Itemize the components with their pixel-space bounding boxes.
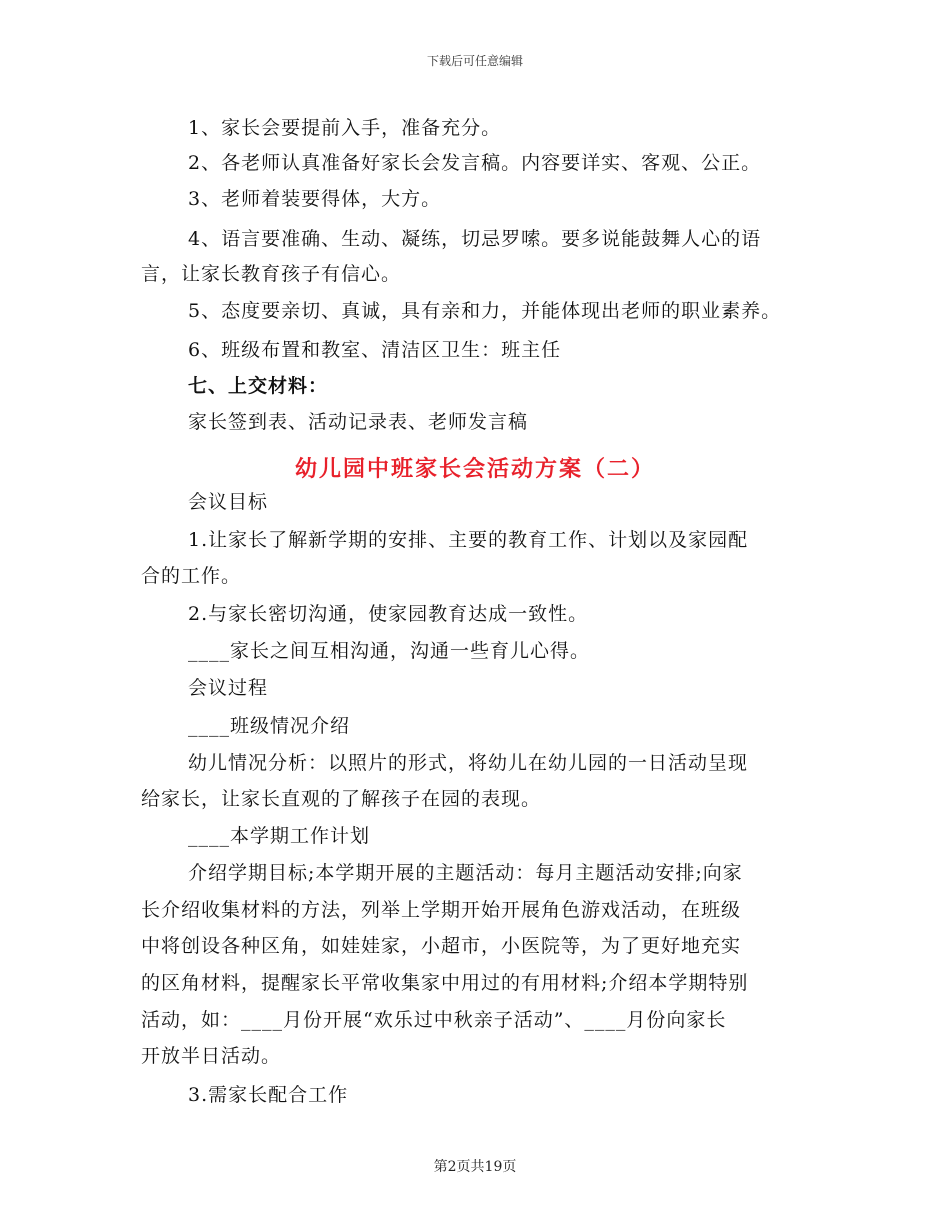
goal-line-1: 1.让家长了解新学期的安排、主要的教育工作、计划以及家园配 bbox=[188, 529, 749, 551]
process-work-plan: ____本学期工作计划 bbox=[188, 825, 371, 847]
plan-paragraph-line-3: 中将创设各种区角，如娃娃家，小超市，小医院等，为了更好地充实 bbox=[141, 935, 742, 957]
rule-line-4: 4、语言要准确、生动、凝练，切忌罗嗦。要多说能鼓舞人心的语 bbox=[188, 228, 762, 250]
plan-paragraph-line-5: 活动，如：____月份开展“欢乐过中秋亲子活动”、____月份向家长 bbox=[141, 1009, 727, 1031]
goal-line-2: 2.与家长密切沟通，使家园教育达成一致性。 bbox=[188, 603, 589, 625]
header-note: 下载后可任意编辑 bbox=[426, 54, 523, 68]
plan-paragraph-line-1: 介绍学期目标;本学期开展的主题活动：每月主题活动安排;向家 bbox=[188, 862, 743, 884]
plan-paragraph-line-6: 开放半日活动。 bbox=[141, 1045, 282, 1067]
rule-line-2: 2、各老师认真准备好家长会发言稿。内容要详实、客观、公正。 bbox=[188, 152, 762, 174]
plan-paragraph-line-4: 的区角材料，提醒家长平常收集家中用过的有用材料;介绍本学期特别 bbox=[141, 972, 749, 994]
page-title: 幼儿园中班家长会活动方案（二） bbox=[294, 456, 655, 482]
page-footer: 第2页共19页 bbox=[433, 1159, 517, 1175]
plan-paragraph-line-2: 长介绍收集材料的方法，列举上学期开始开展角色游戏活动，在班级 bbox=[141, 899, 742, 921]
rule-line-5: 5、态度要亲切、真诚，具有亲和力，并能体现出老师的职业素养。 bbox=[188, 300, 782, 322]
rule-line-3: 3、老师着装要得体，大方。 bbox=[188, 188, 442, 210]
rule-line-4-cont: 言，让家长教育孩子有信心。 bbox=[141, 263, 402, 285]
goal-line-1-cont: 合的工作。 bbox=[141, 565, 242, 587]
meeting-process-heading: 会议过程 bbox=[188, 677, 269, 699]
process-class-intro: ____班级情况介绍 bbox=[188, 715, 351, 737]
goal-line-3: ____家长之间互相沟通，沟通一些育儿心得。 bbox=[188, 640, 591, 662]
process-analysis-cont: 给家长，让家长直观的了解孩子在园的表现。 bbox=[141, 788, 542, 810]
process-analysis: 幼儿情况分析：以照片的形式，将幼儿在幼儿园的一日活动呈现 bbox=[188, 752, 749, 774]
rule-line-1: 1、家长会要提前入手，准备充分。 bbox=[188, 117, 502, 139]
section-heading-materials: 七、上交材料： bbox=[188, 375, 329, 397]
parent-cooperation-heading: 3.需家长配合工作 bbox=[188, 1084, 349, 1106]
materials-list: 家长签到表、活动记录表、老师发言稿 bbox=[188, 411, 529, 433]
rule-line-6: 6、班级布置和教室、清洁区卫生：班主任 bbox=[188, 339, 562, 361]
meeting-goal-heading: 会议目标 bbox=[188, 491, 269, 513]
